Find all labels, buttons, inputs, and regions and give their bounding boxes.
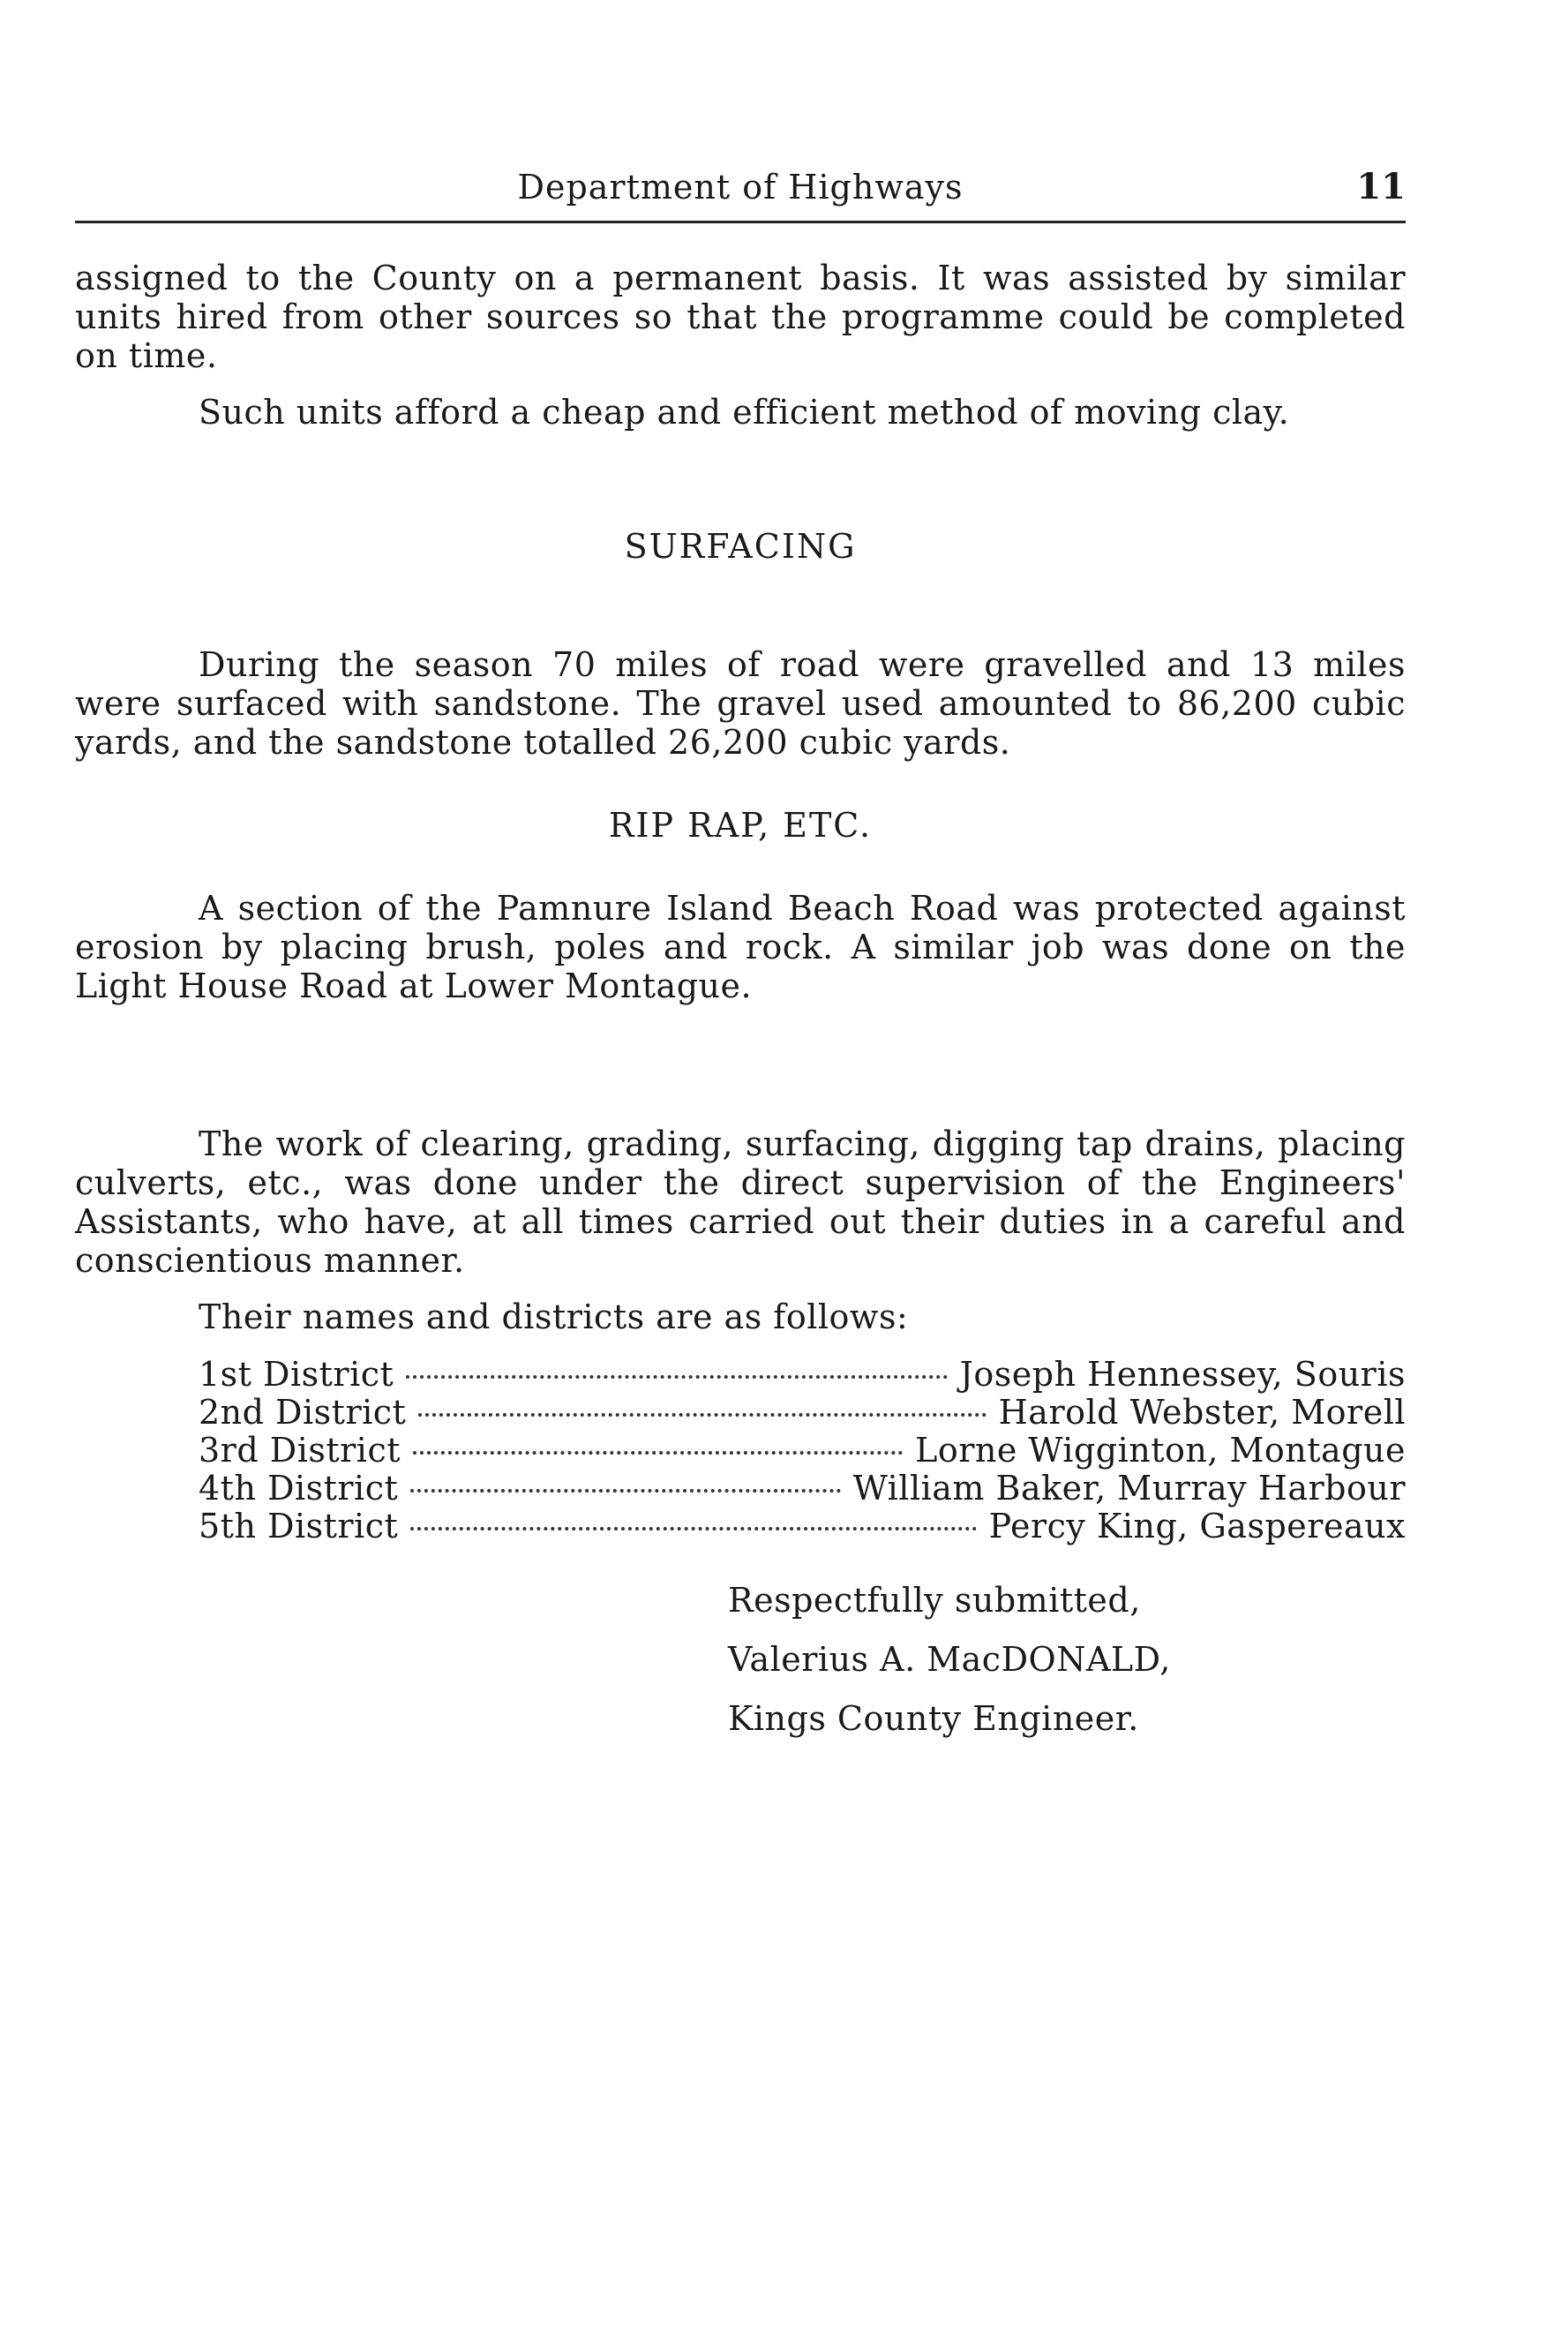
dot-leader [413, 1451, 903, 1455]
dot-leader [410, 1527, 976, 1531]
heading-rip-rap: RIP RAP, ETC. [608, 806, 873, 845]
district-label: 5th District [199, 1507, 399, 1546]
signatory-name: Valerius A. MacDONALD, [728, 1640, 1171, 1679]
page-number: 11 [1356, 166, 1406, 207]
dot-leader [406, 1375, 947, 1379]
paragraph-supervision: The work of clearing, grading, surfacing, digging tap drains, placing culverts, etc., was done under the direct supervision of the Engineers' Assistants, who have, at all times carried out their duties in a careful and conscientious manner. [75, 1124, 1406, 1280]
signature-block [728, 1581, 1406, 1738]
closing-salutation: Respectfully submitted, [728, 1581, 1141, 1620]
paragraph-names-intro: Their names and districts are as follows: [199, 1297, 909, 1336]
district-row [199, 1394, 1406, 1432]
document-page [75, 168, 1406, 2286]
header-title: Department of Highways [517, 168, 964, 207]
assistant-name: Lorne Wigginton, Montague [915, 1431, 1406, 1470]
assistant-name: Joseph Hennessey, Souris [959, 1355, 1406, 1394]
signatory-title: Kings County Engineer. [728, 1699, 1139, 1738]
district-row [199, 1432, 1406, 1470]
district-row [199, 1356, 1406, 1394]
paragraph-continuation: assigned to the County on a permanent basis. It was assisted by similar units hired from other sources so that the programme could be completed on time. [75, 259, 1406, 375]
paragraph-rip-rap: A section of the Pamnure Island Beach Road was protected against erosion by placing brush, poles and rock. A similar job was done on the Light House Road at Lower Montague. [75, 889, 1406, 1005]
dot-leader [418, 1413, 986, 1417]
heading-surfacing: SURFACING [624, 527, 857, 566]
district-label: 4th District [199, 1469, 399, 1508]
district-label: 2nd District [199, 1393, 407, 1432]
assistant-name: Harold Webster, Morell [998, 1393, 1406, 1432]
dot-leader [410, 1489, 841, 1493]
paragraph-surfacing: During the season 70 miles of road were gravelled and 13 miles were surfaced with sandstone. The gravel used amounted to 86,200 cubic yards, and the sandstone totalled 26,200 cubic yards. [75, 645, 1406, 762]
assistant-name: William Baker, Murray Harbour [852, 1469, 1406, 1508]
running-header [75, 168, 1406, 223]
district-label: 3rd District [199, 1431, 401, 1470]
district-label: 1st District [199, 1355, 394, 1394]
district-row [199, 1508, 1406, 1546]
district-row [199, 1470, 1406, 1508]
assistant-name: Percy King, Gaspereaux [988, 1507, 1406, 1546]
paragraph-units: Such units afford a cheap and efficient method of moving clay. [199, 393, 1290, 432]
district-list [199, 1356, 1406, 1546]
